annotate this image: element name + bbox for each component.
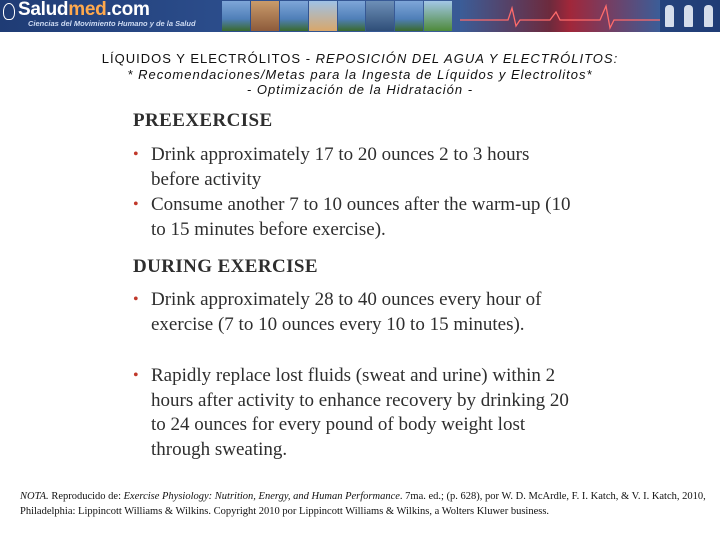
page-subtitle: * Recomendaciones/Metas para la Ingesta de Líquidos y Electrolitos* — [127, 67, 593, 82]
bullet-icon: • — [133, 291, 139, 308]
bullet-icon: • — [133, 367, 139, 384]
photo-thumbnail — [395, 1, 423, 31]
runner-icon — [704, 5, 713, 27]
list-item: • Rapidly replace lost fluids (sweat and urine) within 2 hours after activity to enhance recovery by drinking 20 to 24 ounces for every pound of body weight lost through sweating. — [133, 365, 569, 460]
bullet-icon: • — [133, 196, 139, 213]
photo-strip — [222, 1, 452, 31]
source-note: NOTA. Reproducido de: Exercise Physiology: Nutrition, Energy, and Human Performance. 7ma. ed.; (p. 628), por W. D. McArdle, F. I. Katch, & V. I. Katch, 2010, Philadelphia: Lippincott Williams & Wilkins. Copyright 2010 por Lippincott Williams & Wilkins, a Wolters Kluwer business. — [20, 491, 706, 517]
bullet-icon: • — [133, 146, 139, 163]
photo-thumbnail — [338, 1, 366, 31]
note-label: NOTA. — [20, 491, 49, 502]
page-subtitle-2: - Optimización de la Hidratación - — [246, 82, 474, 97]
heart-graphic — [460, 0, 660, 32]
list-item: • Drink approximately 28 to 40 ounces every hour of exercise (7 to 10 ounces every 10 to 15 minutes). — [133, 289, 542, 335]
page-title: LÍQUIDOS Y ELECTRÓLITOS - REPOSICIÓN DEL AGUA Y ELECTRÓLITOS: — [101, 51, 619, 66]
list-item: • Consume another 7 to 10 ounces after the warm-up (10 to 15 minutes before exercise). — [133, 194, 571, 240]
section-heading-preexercise: PREEXERCISE — [133, 110, 273, 131]
runner-icon — [684, 5, 693, 27]
book-title: Exercise Physiology: Nutrition, Energy, and Human Performance — [123, 491, 400, 502]
runner-icon — [665, 5, 674, 27]
photo-thumbnail — [280, 1, 308, 31]
photo-thumbnail — [309, 1, 337, 31]
runner-icons — [660, 2, 718, 30]
photo-thumbnail — [366, 1, 394, 31]
logo-icon — [3, 3, 15, 20]
brand-logo[interactable]: Saludmed.com — [18, 0, 150, 20]
list-item: • Drink approximately 17 to 20 ounces 2 to 3 hours before activity — [133, 144, 530, 190]
brand-tagline: Ciencias del Movimiento Humano y de la Salud — [28, 19, 196, 28]
photo-thumbnail — [222, 1, 250, 31]
ecg-line-icon — [460, 0, 660, 32]
section-heading-during-exercise: DURING EXERCISE — [133, 256, 318, 277]
site-banner — [0, 0, 720, 32]
photo-thumbnail — [251, 1, 279, 31]
photo-thumbnail — [424, 1, 452, 31]
